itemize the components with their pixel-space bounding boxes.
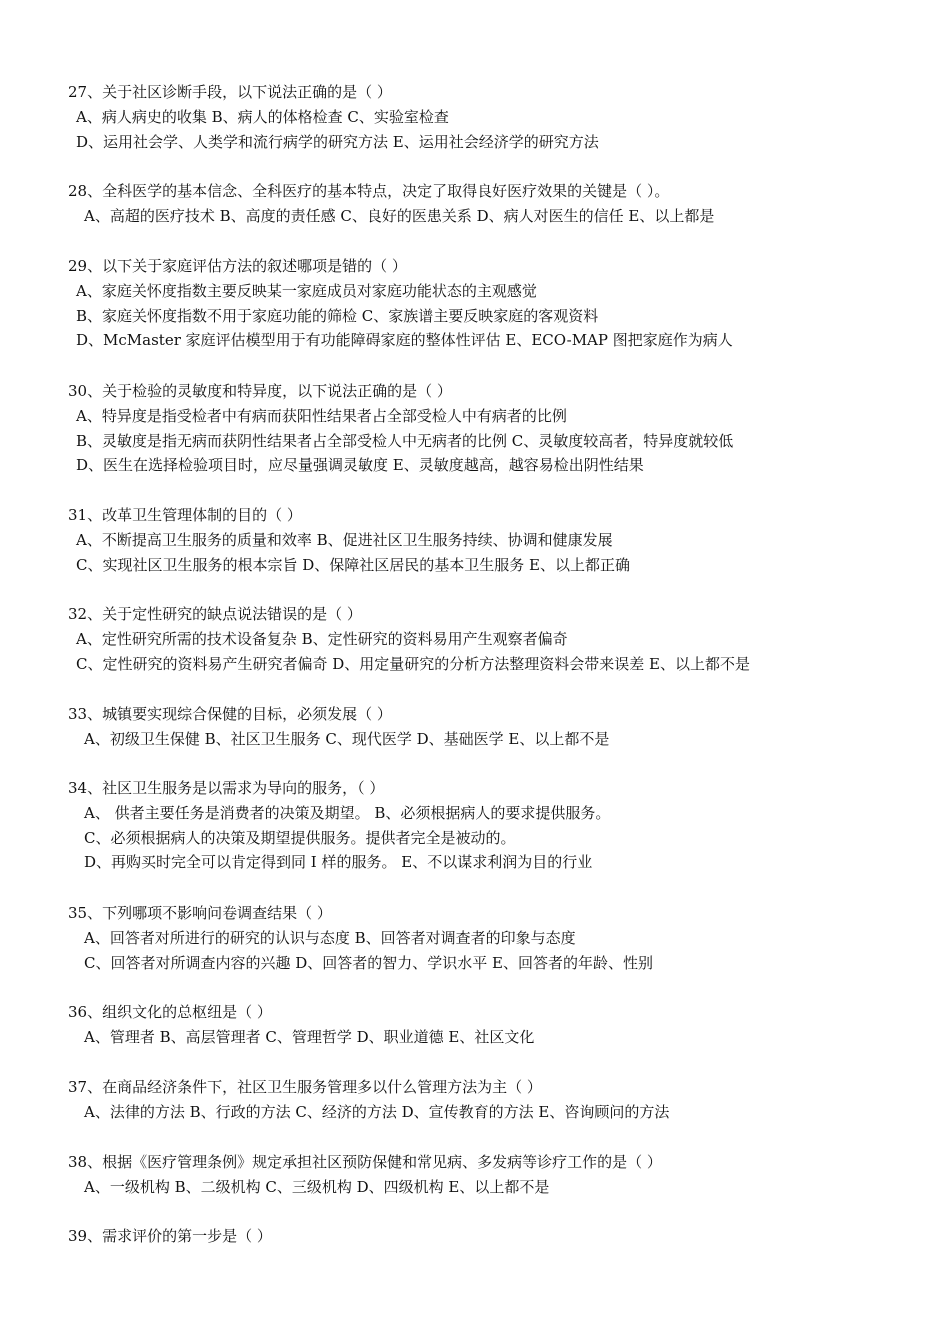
answer-options-line: A、回答者对所进行的研究的认识与态度 B、回答者对调查者的印象与态度 (84, 928, 576, 947)
answer-options-line: B、灵敏度是指无病而获阴性结果者占全部受检人中无病者的比例 C、灵敏度较高者，特异度就较低 (76, 431, 734, 450)
answer-options-line: A、不断提高卫生服务的质量和效率 B、促进社区卫生服务持续、协调和健康发展 (76, 530, 613, 549)
answer-options-line: A、初级卫生保健 B、社区卫生服务 C、现代医学 D、基础医学 E、以上都不是 (84, 729, 610, 748)
answer-options-line: A、一级机构 B、二级机构 C、三级机构 D、四级机构 E、以上都不是 (84, 1177, 550, 1196)
question-title: 27、关于社区诊断手段，以下说法正确的是（ ） (68, 83, 392, 101)
answer-options-line: A、法律的方法 B、行政的方法 C、经济的方法 D、宣传教育的方法 E、咨询顾问的方法 (84, 1102, 670, 1121)
answer-options-line: C、回答者对所调查内容的兴趣 D、回答者的智力、学识水平 E、回答者的年龄、性别 (84, 953, 653, 972)
answer-options-line: A、高超的医疗技术 B、高度的责任感 C、良好的医患关系 D、病人对医生的信任 E、以上都是 (84, 206, 715, 225)
answer-options-line: A、定性研究所需的技术设备复杂 B、定性研究的资料易用产生观察者偏奇 (76, 629, 568, 648)
question-title: 29、以下关于家庭评估方法的叙述哪项是错的（ ） (68, 257, 407, 275)
question-title: 39、需求评价的第一步是（ ） (68, 1227, 272, 1245)
question-title: 35、下列哪项不影响问卷调查结果（ ） (68, 904, 332, 922)
question-title: 32、关于定性研究的缺点说法错误的是（ ） (68, 605, 362, 623)
answer-options-line: D、再购买时完全可以肯定得到同 I 样的服务。 E、不以谋求利润为目的行业 (84, 853, 593, 872)
answer-options-line: A、管理者 B、高层管理者 C、管理哲学 D、职业道德 E、社区文化 (84, 1027, 535, 1046)
question-title: 33、城镇要实现综合保健的目标，必须发展（ ） (68, 705, 392, 723)
question-title: 37、在商品经济条件下，社区卫生服务管理多以什么管理方法为主（ ） (68, 1078, 542, 1096)
answer-options-line: C、实现社区卫生服务的根本宗旨 D、保障社区居民的基本卫生服务 E、以上都正确 (76, 555, 630, 574)
answer-options-line: A、病人病史的收集 B、病人的体格检查 C、实验室检查 (76, 107, 449, 126)
question-title: 31、改革卫生管理体制的目的（ ） (68, 506, 302, 524)
answer-options-line: C、定性研究的资料易产生研究者偏奇 D、用定量研究的分析方法整理资料会带来误差 E、以上都不是 (76, 654, 750, 673)
answer-options-line: D、运用社会学、人类学和流行病学的研究方法 E、运用社会经济学的研究方法 (76, 132, 599, 151)
answer-options-line: C、必须根据病人的决策及期望提供服务。提供者完全是被动的。 (84, 828, 516, 847)
question-title: 30、关于检验的灵敏度和特异度，以下说法正确的是（ ） (68, 382, 452, 400)
answer-options-line: B、家庭关怀度指数不用于家庭功能的筛检 C、家族谱主要反映家庭的客观资料 (76, 306, 599, 325)
answer-options-line: A、特异度是指受检者中有病而获阳性结果者占全部受检人中有病者的比例 (76, 406, 567, 425)
answer-options-line: A、家庭关怀度指数主要反映某一家庭成员对家庭功能状态的主观感觉 (76, 281, 537, 300)
answer-options-line: D、McMaster 家庭评估模型用于有功能障碍家庭的整体性评估 E、ECO-MAP 图把家庭作为病人 (76, 331, 733, 350)
question-title: 38、根据《医疗管理条例》规定承担社区预防保健和常见病、多发病等诊疗工作的是（ ） (68, 1153, 662, 1171)
question-title: 36、组织文化的总枢纽是（ ） (68, 1003, 272, 1021)
question-title: 28、全科医学的基本信念、全科医疗的基本特点，决定了取得良好医疗效果的关键是（ ）。 (68, 182, 670, 200)
question-title: 34、社区卫生服务是以需求为导向的服务，（ ） (68, 779, 385, 797)
answer-options-line: A、 供者主要任务是消费者的决策及期望。 B、必须根据病人的要求提供服务。 (84, 803, 611, 822)
answer-options-line: D、医生在选择检验项目时，应尽量强调灵敏度 E、灵敏度越高，越容易检出阴性结果 (76, 456, 644, 475)
